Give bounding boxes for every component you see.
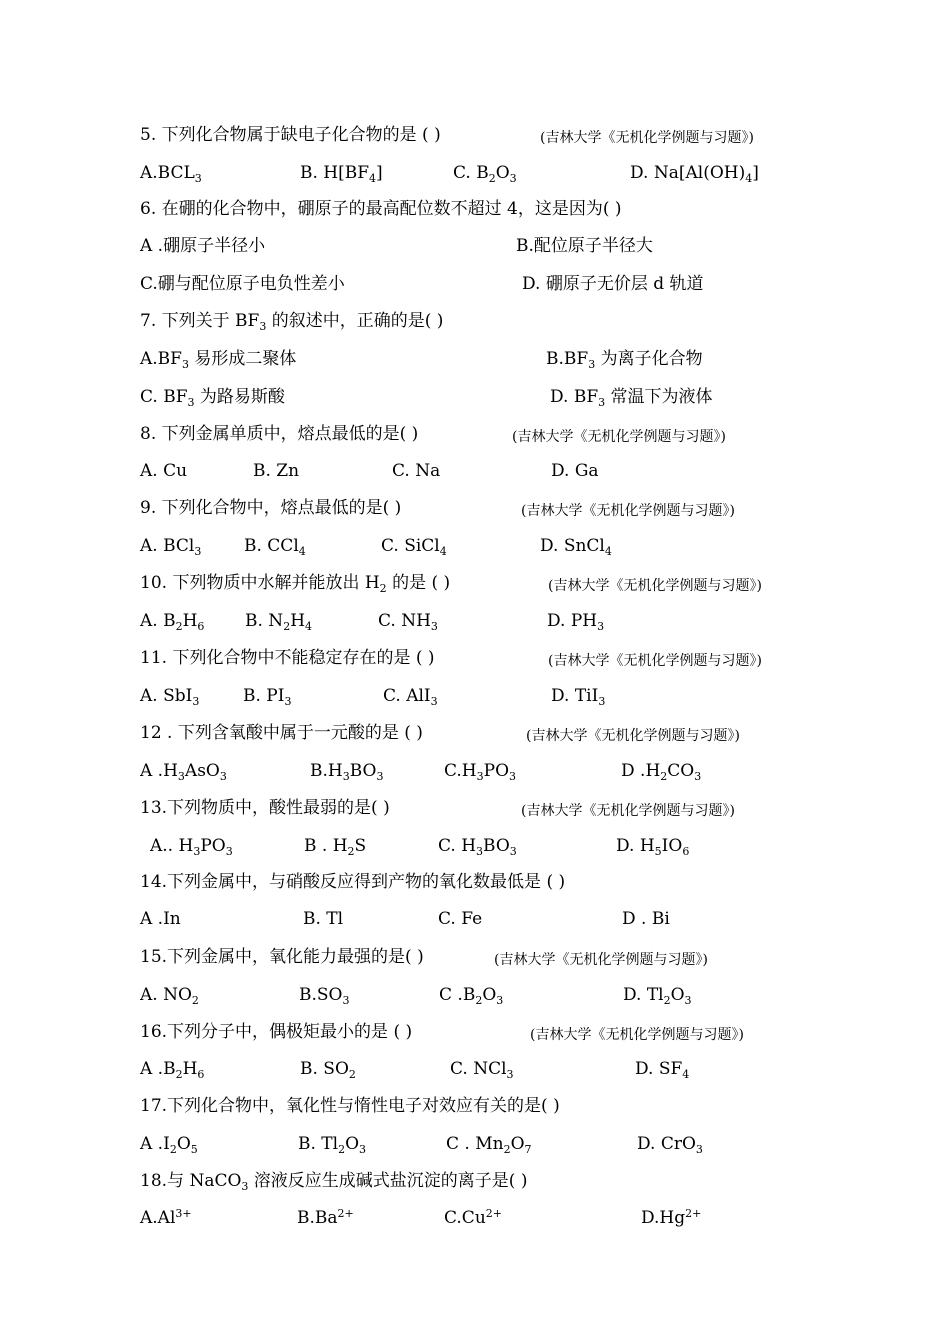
subscript: 3 (506, 1068, 514, 1081)
answer-option (140, 162, 202, 184)
subscript: 4 (305, 620, 313, 633)
subscript: 3 (430, 695, 438, 708)
superscript: 2+ (337, 1207, 354, 1220)
text-segment: C. BF (140, 387, 188, 407)
text-segment: B. CCl (244, 536, 299, 556)
subscript: 3 (598, 695, 606, 708)
text-segment: A. SbI (140, 686, 193, 706)
answer-option (299, 984, 349, 1006)
source-citation: (吉林大学《无机化学例题与习题》) (521, 803, 735, 819)
text-segment: PO (483, 761, 510, 781)
text-segment: O (482, 985, 497, 1005)
text-segment: D . Bi (622, 909, 670, 929)
text-segment: A .H (140, 761, 178, 781)
question-stem (140, 1170, 527, 1192)
text-segment: O (670, 985, 685, 1005)
text-segment: 15.下列金属中，氧化能力最强的是( ) (140, 947, 424, 967)
text-segment: 14.下列金属中，与硝酸反应得到产物的氧化数最低是 ( ) (140, 872, 566, 892)
answer-option (310, 760, 383, 782)
text-segment: D. Ga (551, 461, 599, 481)
subscript: 3 (192, 695, 200, 708)
subscript: 2 (283, 620, 291, 633)
answer-option (637, 1133, 703, 1155)
source-citation: (吉林大学《无机化学例题与习题》) (548, 653, 762, 669)
answer-option (383, 685, 438, 707)
answer-option (392, 460, 440, 482)
subscript: 3 (598, 396, 606, 409)
answer-option (616, 835, 689, 857)
text-segment: B. SO (300, 1059, 349, 1079)
text-segment: O (495, 163, 510, 183)
text-segment: 17.下列化合物中，氧化性与惰性电子对效应有关的是( ) (140, 1096, 560, 1116)
subscript: 3 (225, 845, 233, 858)
text-segment: 12 . 下列含氧酸中属于一元酸的是 ( ) (140, 723, 423, 743)
question-stem (140, 124, 441, 146)
question-stem (140, 572, 450, 594)
subscript: 3 (193, 845, 201, 858)
answer-option (550, 386, 713, 408)
answer-option (244, 535, 306, 557)
subscript: 3 (509, 770, 517, 783)
source-citation: (吉林大学《无机化学例题与习题》) (521, 503, 735, 519)
text-segment: S (354, 836, 367, 856)
text-segment: D. SF (635, 1059, 683, 1079)
subscript: 2 (348, 1068, 356, 1081)
text-segment: D. CrO (637, 1134, 696, 1154)
answer-option (253, 460, 299, 482)
text-segment: C. Na (392, 461, 441, 481)
text-segment: D .H (621, 761, 661, 781)
answer-option (140, 273, 345, 295)
source-citation: (吉林大学《无机化学例题与习题》) (540, 130, 754, 146)
text-segment: 18.与 NaCO (140, 1171, 242, 1191)
text-segment: B. Tl (303, 909, 344, 929)
answer-option (245, 610, 312, 632)
text-segment: C. AlI (383, 686, 431, 706)
text-segment: BO (349, 761, 377, 781)
answer-option (140, 386, 285, 408)
subscript: 2 (488, 172, 496, 185)
answer-option (635, 1058, 689, 1080)
text-segment: B.H (310, 761, 343, 781)
text-segment: D. H (616, 836, 655, 856)
question-stem (140, 946, 424, 968)
subscript: 3 (476, 770, 484, 783)
text-segment: B. PI (243, 686, 285, 706)
subscript: 2 (169, 1143, 177, 1156)
text-segment: 11. 下列化合物中不能稳定存在的是 ( ) (140, 648, 435, 668)
subscript: 2 (191, 994, 199, 1007)
answer-option (140, 908, 181, 930)
answer-option (621, 760, 701, 782)
answer-option (551, 460, 599, 482)
subscript: 2 (475, 994, 483, 1007)
subscript: 3 (342, 994, 350, 1007)
subscript: 2 (175, 1068, 183, 1081)
subscript: 3 (509, 845, 517, 858)
subscript: 4 (439, 545, 447, 558)
answer-option (140, 535, 201, 557)
text-segment: 13.下列物质中，酸性最弱的是( ) (140, 798, 390, 818)
question-stem (140, 1095, 560, 1117)
text-segment: 5. 下列化合物属于缺电子化合物的是 ( ) (140, 125, 441, 145)
text-segment: C .B (439, 985, 476, 1005)
text-segment: B.SO (299, 985, 343, 1005)
answer-option (300, 162, 383, 184)
subscript: 3 (177, 770, 185, 783)
question-stem (140, 1021, 412, 1043)
text-segment: 7. 下列关于 BF (140, 311, 260, 331)
subscript: 5 (654, 845, 662, 858)
subscript: 3 (259, 320, 267, 333)
answer-option (140, 1133, 198, 1155)
subscript: 3 (476, 845, 484, 858)
source-citation: (吉林大学《无机化学例题与习题》) (512, 429, 726, 445)
text-segment: A.Al (140, 1208, 176, 1228)
text-segment: B. Zn (253, 461, 300, 481)
answer-option (140, 235, 265, 257)
text-segment: B.BF (546, 349, 589, 369)
subscript: 3 (430, 620, 438, 633)
text-segment: D. BF (550, 387, 599, 407)
text-segment: B.配位原子半径大 (516, 236, 653, 256)
source-citation: (吉林大学《无机化学例题与习题》) (530, 1027, 744, 1043)
answer-option (450, 1058, 514, 1080)
subscript: 3 (241, 1180, 249, 1193)
text-segment: 常温下为液体 (605, 387, 713, 407)
answer-option (243, 685, 291, 707)
subscript: 4 (604, 545, 612, 558)
text-segment: A. Cu (140, 461, 188, 481)
subscript: 3 (284, 695, 292, 708)
answer-option (516, 235, 653, 257)
answer-option (140, 685, 199, 707)
text-segment: 10. 下列物质中水解并能放出 H (140, 573, 380, 593)
text-segment: O (510, 1134, 525, 1154)
answer-option (551, 685, 605, 707)
text-segment: D. Tl (623, 985, 664, 1005)
text-segment: C. NH (378, 611, 431, 631)
answer-option (140, 984, 199, 1006)
text-segment: O (345, 1134, 360, 1154)
answer-option (140, 348, 296, 370)
text-segment: B. H[BF (300, 163, 370, 183)
text-segment: BO (483, 836, 510, 856)
answer-option (298, 1133, 366, 1155)
text-segment: H (290, 611, 306, 631)
subscript: 6 (197, 1068, 205, 1081)
subscript: 5 (190, 1143, 198, 1156)
text-segment: 9. 下列化合物中，熔点最低的是( ) (140, 498, 402, 518)
subscript: 3 (684, 994, 692, 1007)
answer-option (453, 162, 517, 184)
text-segment: B. N (245, 611, 284, 631)
answer-option (546, 348, 703, 370)
text-segment: H (182, 611, 198, 631)
subscript: 6 (197, 620, 205, 633)
question-stem (140, 198, 622, 220)
question-stem (140, 871, 565, 893)
text-segment: A.BCL (140, 163, 195, 183)
text-segment: C. H (438, 836, 477, 856)
answer-option (547, 610, 604, 632)
answer-option (540, 535, 612, 557)
subscript: 3 (359, 1143, 367, 1156)
answer-option (439, 984, 503, 1006)
subscript: 3 (588, 358, 596, 371)
answer-option (140, 1058, 204, 1080)
answer-option (630, 162, 759, 184)
source-citation: (吉林大学《无机化学例题与习题》) (548, 578, 762, 594)
question-stem (140, 423, 418, 445)
question-stem (140, 647, 435, 669)
answer-option (140, 1207, 192, 1229)
text-segment: CO (667, 761, 695, 781)
answer-option (150, 835, 233, 857)
subscript: 2 (663, 994, 671, 1007)
answer-option (522, 273, 704, 295)
subscript: 3 (194, 545, 202, 558)
subscript: 3 (181, 358, 189, 371)
answer-option (140, 610, 204, 632)
superscript: 2+ (485, 1207, 502, 1220)
text-segment: A. B (140, 611, 176, 631)
text-segment: O (176, 1134, 191, 1154)
question-stem (140, 497, 401, 519)
answer-option (297, 1207, 354, 1229)
text-segment: 的是 ( ) (386, 573, 451, 593)
text-segment: A.. H (150, 836, 194, 856)
subscript: 2 (175, 620, 183, 633)
text-segment: C.硼与配位原子电负性差小 (140, 274, 345, 294)
text-segment: C. B (453, 163, 489, 183)
answer-option (622, 908, 670, 930)
text-segment: B . H (304, 836, 348, 856)
answer-option (444, 1207, 502, 1229)
subscript: 6 (682, 845, 690, 858)
answer-option (381, 535, 447, 557)
subscript: 3 (694, 770, 702, 783)
subscript: 3 (496, 994, 504, 1007)
answer-option (140, 760, 227, 782)
subscript: 4 (369, 172, 377, 185)
text-segment: C . Mn (446, 1134, 504, 1154)
subscript: 2 (503, 1143, 511, 1156)
text-segment: ] (376, 163, 383, 183)
text-segment: D. PH (547, 611, 598, 631)
text-segment: 16.下列分子中，偶极矩最小的是 ( ) (140, 1022, 413, 1042)
answer-option (304, 835, 366, 857)
text-segment: 6. 在硼的化合物中，硼原子的最高配位数不超过 4，这是因为( ) (140, 199, 622, 219)
question-stem (140, 310, 443, 332)
answer-option (444, 760, 516, 782)
text-segment: A .硼原子半径小 (140, 236, 266, 256)
text-segment: 8. 下列金属单质中，熔点最低的是( ) (140, 424, 419, 444)
subscript: 3 (194, 172, 202, 185)
text-segment: D. SnCl (540, 536, 605, 556)
subscript: 3 (376, 770, 384, 783)
subscript: 2 (379, 582, 387, 595)
subscript: 3 (342, 770, 350, 783)
text-segment: PO (200, 836, 226, 856)
subscript: 7 (524, 1143, 532, 1156)
text-segment: 为路易斯酸 (194, 387, 285, 407)
text-segment: C.Cu (444, 1208, 486, 1228)
answer-option (446, 1133, 532, 1155)
text-segment: H (182, 1059, 198, 1079)
answer-option (438, 908, 482, 930)
text-segment: IO (661, 836, 683, 856)
subscript: 2 (338, 1143, 346, 1156)
subscript: 3 (597, 620, 605, 633)
text-segment: B. Tl (298, 1134, 339, 1154)
text-segment: C. NCl (450, 1059, 507, 1079)
subscript: 3 (219, 770, 227, 783)
text-segment: A.BF (140, 349, 182, 369)
text-segment: AsO (184, 761, 220, 781)
text-segment: C. SiCl (381, 536, 440, 556)
answer-option (300, 1058, 356, 1080)
text-segment: D. 硼原子无价层 d 轨道 (522, 274, 704, 294)
subscript: 4 (298, 545, 306, 558)
subscript: 4 (682, 1068, 690, 1081)
answer-option (641, 1207, 701, 1229)
text-segment: D. Na[Al(OH) (630, 163, 746, 183)
text-segment: A. BCl (140, 536, 195, 556)
superscript: 2+ (685, 1207, 702, 1220)
source-citation: (吉林大学《无机化学例题与习题》) (526, 728, 740, 744)
text-segment: 的叙述中，正确的是( ) (266, 311, 444, 331)
subscript: 3 (509, 172, 517, 185)
text-segment: A. NO (140, 985, 192, 1005)
text-segment: A .B (140, 1059, 176, 1079)
text-segment: A .I (140, 1134, 170, 1154)
subscript: 3 (187, 396, 195, 409)
text-segment: D.Hg (641, 1208, 686, 1228)
text-segment: ] (752, 163, 759, 183)
text-segment: 溶液反应生成碱式盐沉淀的离子是( ) (248, 1171, 528, 1191)
text-segment: 为离子化合物 (595, 349, 703, 369)
subscript: 4 (745, 172, 753, 185)
answer-option (438, 835, 517, 857)
text-segment: A .In (140, 909, 181, 929)
answer-option (303, 908, 343, 930)
text-segment: C. Fe (438, 909, 483, 929)
subscript: 2 (660, 770, 668, 783)
subscript: 3 (695, 1143, 703, 1156)
answer-option (623, 984, 692, 1006)
superscript: 3+ (175, 1207, 192, 1220)
answer-option (140, 460, 187, 482)
question-stem (140, 797, 390, 819)
text-segment: B.Ba (297, 1208, 338, 1228)
source-citation: (吉林大学《无机化学例题与习题》) (494, 952, 708, 968)
answer-option (378, 610, 438, 632)
question-stem (140, 722, 423, 744)
text-segment: 易形成二聚体 (188, 349, 297, 369)
text-segment: C.H (444, 761, 477, 781)
subscript: 2 (347, 845, 355, 858)
text-segment: D. TiI (551, 686, 599, 706)
